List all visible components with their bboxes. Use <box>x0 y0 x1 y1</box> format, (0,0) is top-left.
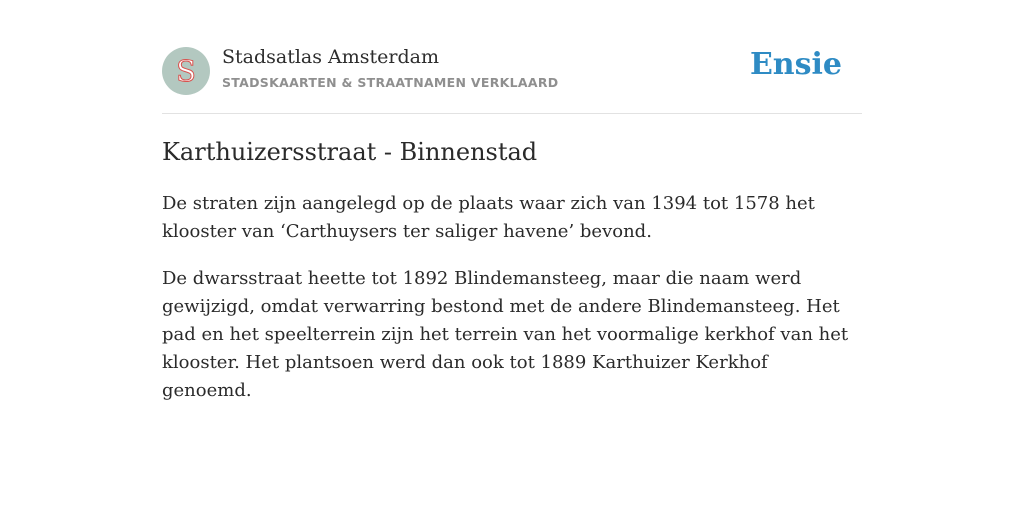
page-container <box>162 0 862 405</box>
avatar-letter: S <box>176 54 196 88</box>
page-title: Karthuizersstraat - Binnenstad <box>162 138 538 166</box>
avatar[interactable] <box>162 47 210 95</box>
article-paragraph: De dwarsstraat heette tot 1892 Blindemansteeg, maar die naam werd gewijzigd, omdat verwarring bestond met de andere Blindemansteeg. Het pad en het speelterrein zijn het terrein van het voormalige kerkhof van het klooster. Het plantsoen werd dan ook tot 1889 Karthuizer Kerkhof genoemd. <box>162 268 849 401</box>
brand-logo[interactable]: Ensie <box>749 47 842 82</box>
site-title[interactable]: Stadsatlas Amsterdam <box>222 46 440 68</box>
site-header <box>162 0 862 114</box>
article-paragraph: De straten zijn aangelegd op de plaats waar zich van 1394 tot 1578 het klooster van ‘Carthuysers ter saliger havene’ bevond. <box>162 193 815 242</box>
site-subtitle: STADSKAARTEN & STRAATNAMEN VERKLAARD <box>222 75 559 90</box>
